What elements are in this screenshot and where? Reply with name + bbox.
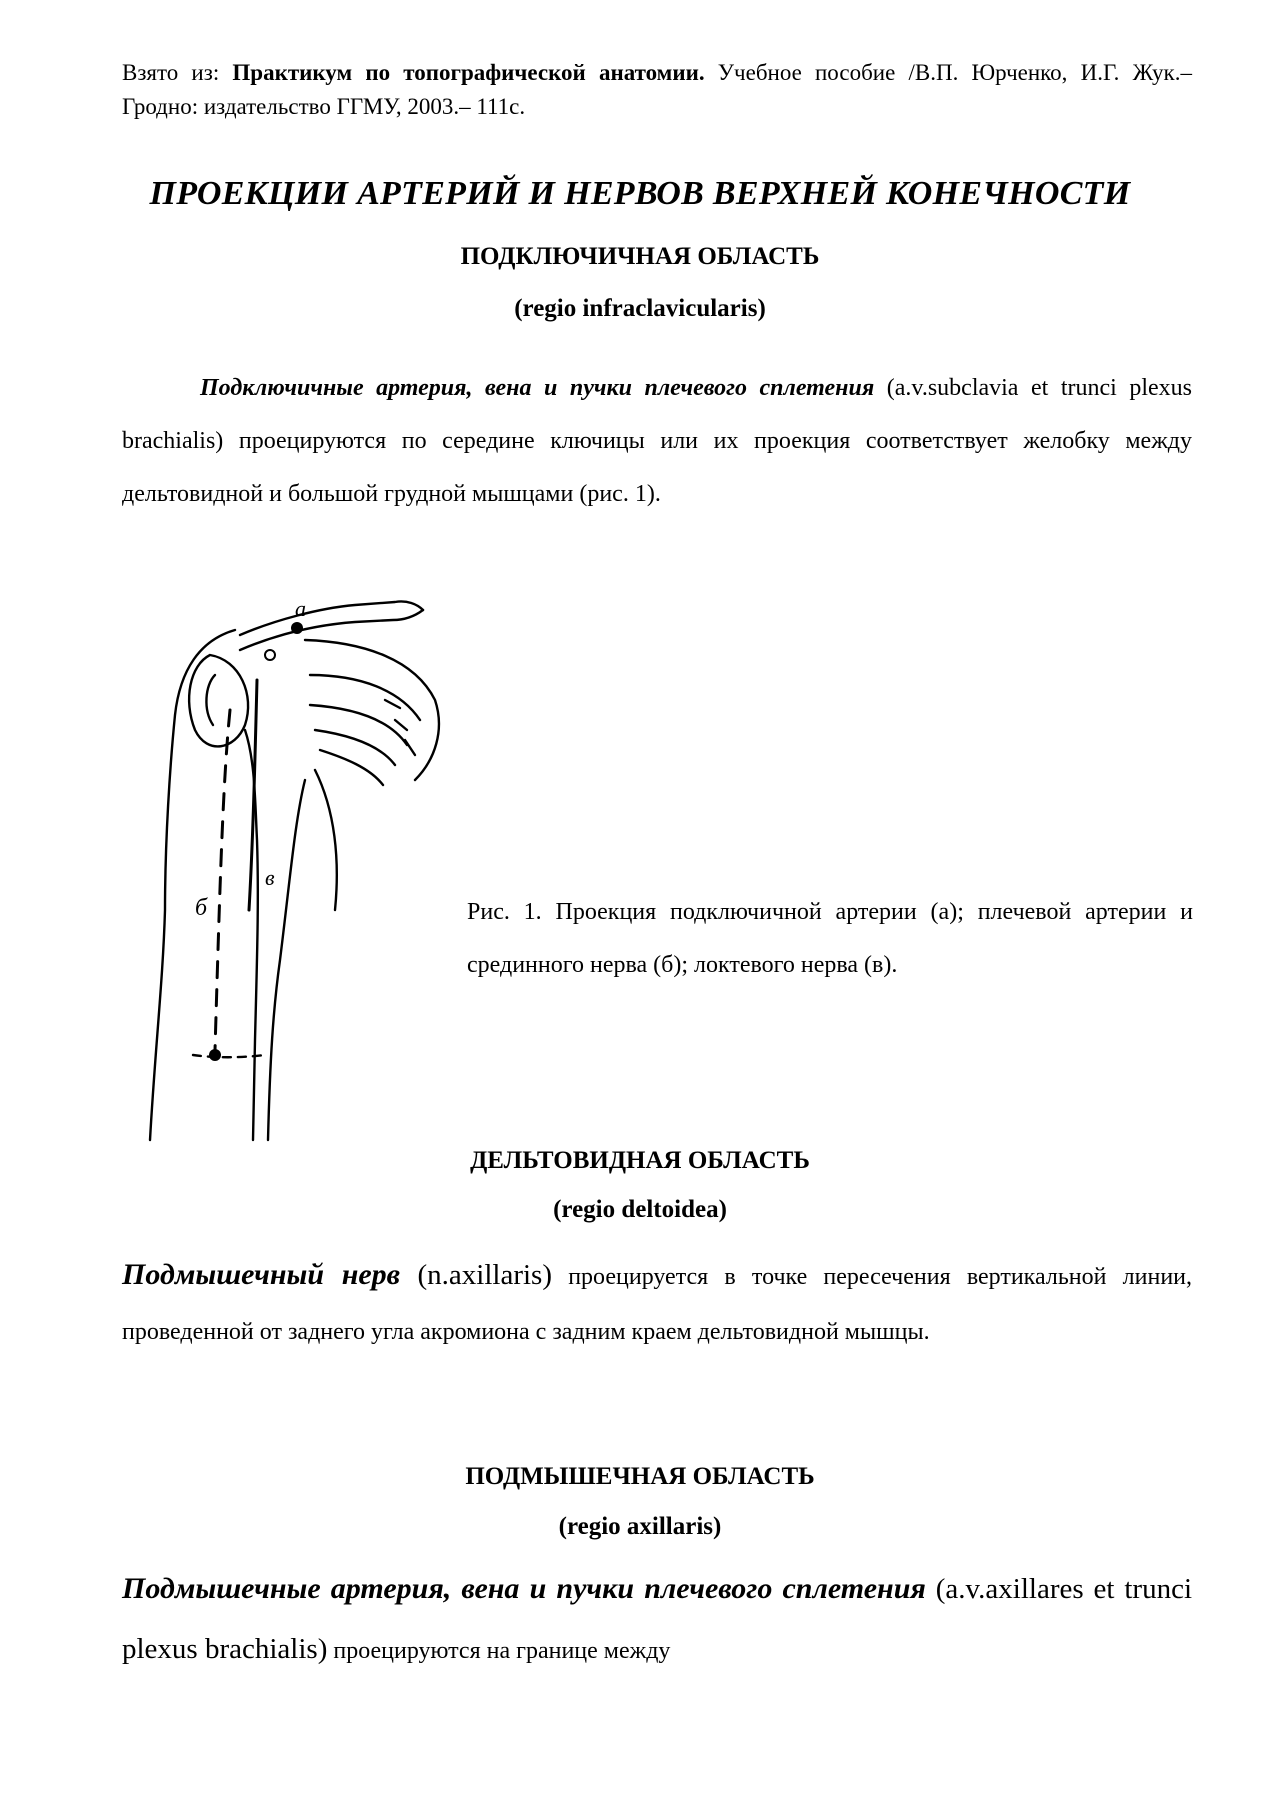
source-book-title: Практикум по топографической анатомии. [232, 60, 705, 85]
section2-paragraph [122, 1247, 1192, 1360]
section3-latin-term: (a.v.axillares et trunci plexus brachialis) [122, 1573, 1192, 1665]
main-title: ПРОЕКЦИИ АРТЕРИЙ И НЕРВОВ ВЕРХНЕЙ КОНЕЧНОСТИ [149, 175, 1131, 212]
section3-paragraph [122, 1560, 1192, 1680]
section3-latin: (regio axillaris) [558, 1513, 722, 1540]
source-prefix: Взято из: [122, 60, 233, 85]
source-citation [122, 56, 1192, 124]
section2-lead: Подмышечный нерв [122, 1258, 401, 1291]
section2-text: проецируется в точке пересечения вертикальной линии, проведенной от заднего угла акромиона с задним краем дельтовидной мышцы. [122, 1264, 1192, 1345]
section2-heading: ДЕЛЬТОВИДНАЯ ОБЛАСТЬ [470, 1147, 810, 1174]
subclavian-point [291, 622, 303, 634]
section3-heading: ПОДМЫШЕЧНАЯ ОБЛАСТЬ [465, 1463, 815, 1490]
section1-text: (a.v.subclavia et trunci plexus brachialis) проецируются по середине ключицы или их проекция соответствует желобку между дельтовидной и большой грудной мышцами (рис. 1). [122, 375, 1192, 507]
section2-latin-term: (n.axillaris) [400, 1259, 553, 1291]
label-v: в [265, 865, 275, 890]
label-b: б [195, 895, 208, 921]
section2-latin: (regio deltoidea) [553, 1196, 727, 1223]
source-rest: Учебное пособие /В.П. Юрченко, И.Г. Жук.– Гродно: издательство ГГМУ, 2003.– 111с. [122, 60, 1192, 119]
section1-heading: ПОДКЛЮЧИЧНАЯ ОБЛАСТЬ [460, 243, 820, 270]
section1-latin: (regio infraclavicularis) [514, 295, 766, 322]
arm-projection-figure [145, 580, 455, 1150]
section3-lead: Подмышечные артерия, вена и пучки плечевого сплетения [122, 1572, 926, 1605]
label-a: а [295, 596, 306, 621]
section1-lead: Подключичные артерия, вена и пучки плечевого сплетения [200, 375, 875, 401]
section1-paragraph [122, 362, 1192, 521]
elbow-point [209, 1049, 221, 1061]
figure-caption: Рис. 1. Проекция подключичной артерии (а); плечевой артерии и срединного нерва (б); локтевого нерва (в). [467, 899, 1193, 978]
section3-text: проецируются на границе между [327, 1638, 671, 1664]
